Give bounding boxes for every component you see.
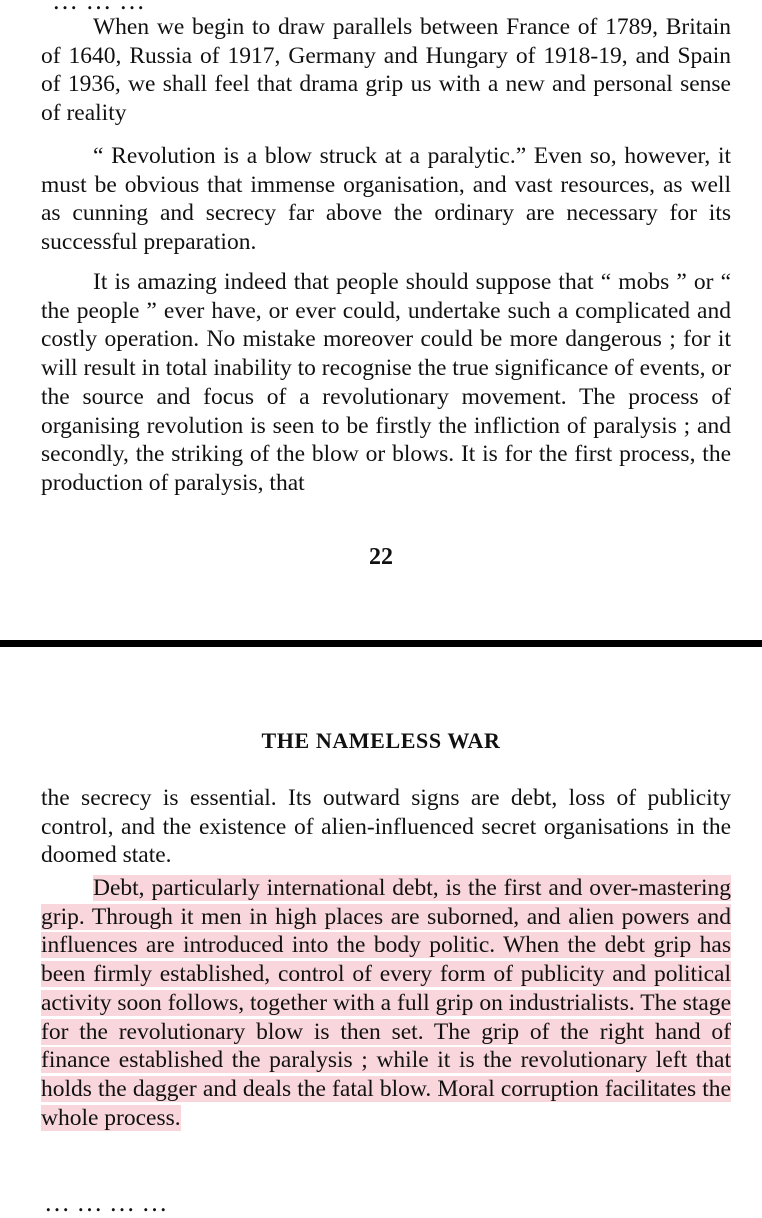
- highlighted-text: Debt, particularly international debt, is the first and over-mastering grip. Through it men in high places are suborned, and alien powers and influences are introduced into the body politic. When the debt grip has been firmly established, control of every form of publicity and political activity soon follows, together with a full grip on industrialists. The stage for the revolutionary blow is then set. The grip of the right hand of finance established the paralysis ; while it is the revolutionary left that holds the dagger and deals the fatal blow. Moral corruption facilitates the whole process.: [41, 875, 731, 1131]
- cropped-text-line-bottom: … … … …: [44, 1188, 168, 1217]
- paragraph-amazing: It is amazing indeed that people should suppose that “ mobs ” or “ the people ” ever have, or ever could, undertake such a complicated and costly operation. No mistake moreover could be more dangerous ; for it will result in total inability to recognise the true significance of events, or the source and focus of a revolutionary movement. The process of organising revolution is seen to be firstly the infliction of paralysis ; and secondly, the striking of the blow or blows. It is for the first process, the production of paralysis, that: [41, 269, 731, 496]
- paragraph-debt-highlighted: [41, 874, 731, 1132]
- cropped-text-line-top: … … …: [52, 0, 146, 15]
- page-number: 22: [369, 544, 393, 570]
- paragraph-secrecy: the secrecy is essential. Its outward signs are debt, loss of publicity control, and the existence of alien-influenced secret organisations in the doomed state.: [41, 785, 731, 869]
- paragraph-parallels: When we begin to draw parallels between France of 1789, Britain of 1640, Russia of 1917, Germany and Hungary of 1918-19, and Spain of 1936, we shall feel that drama grip us with a new and personal sense of reality: [41, 14, 731, 127]
- running-head-title: THE NAMELESS WAR: [261, 728, 501, 753]
- page-divider: [0, 640, 762, 647]
- bottom-book-page: [0, 648, 762, 1217]
- paragraph-revolution-blow: “ Revolution is a blow struck at a paralytic.” Even so, however, it must be obvious that immense organisation, and vast resources, as well as cunning and secrecy far above the ordinary are necessary for its successful preparation.: [41, 143, 731, 256]
